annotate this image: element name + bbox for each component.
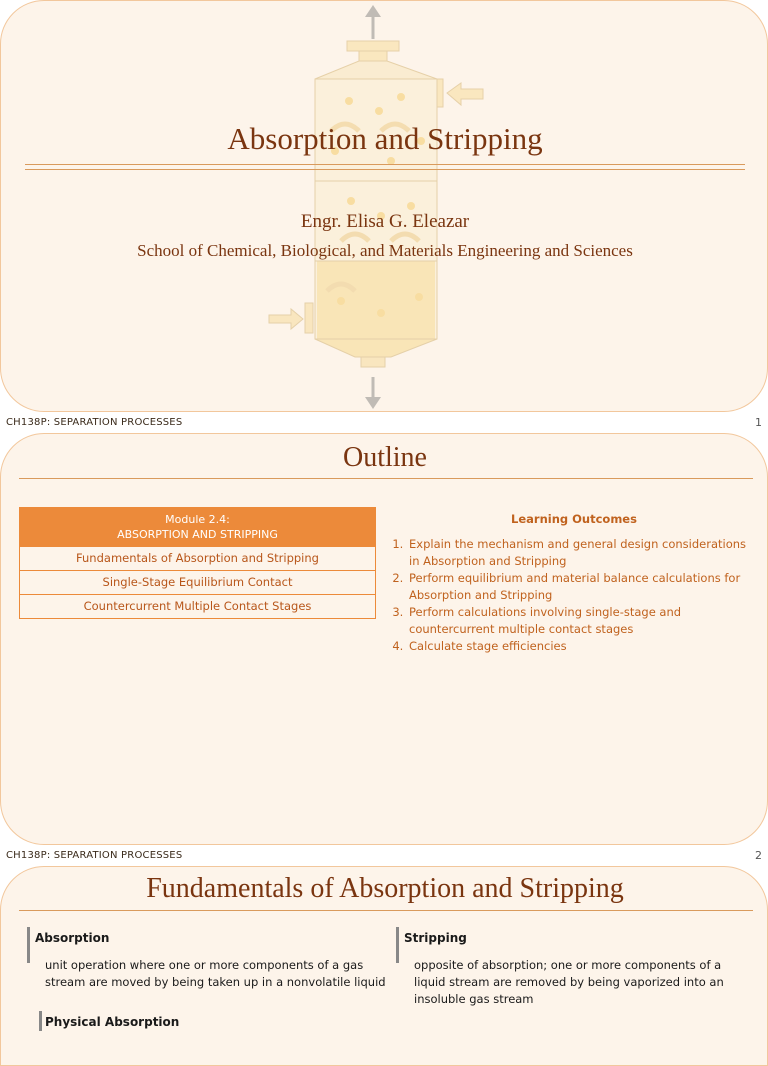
module-header (20, 508, 375, 546)
list-item: 1. Explain the mechanism and general design considerations in Absorption and Stripping (407, 536, 759, 570)
list-item: 4. Calculate stage efficiencies (407, 638, 759, 655)
page-number: 2 (755, 849, 762, 862)
slide-title: Outline (343, 442, 427, 473)
title-divider-secondary (25, 169, 745, 170)
absorption-heading: Absorption (35, 931, 110, 945)
slide-3 (0, 866, 768, 1066)
slide-2-footer (0, 846, 768, 866)
school-name: School of Chemical, Biological, and Materials Engineering and Sciences (137, 241, 633, 260)
stripping-heading: Stripping (404, 931, 467, 945)
module-title: ABSORPTION AND STRIPPING (117, 528, 278, 541)
stripping-text (414, 957, 724, 1008)
module-table (19, 507, 376, 619)
learning-outcomes (389, 512, 759, 655)
title-divider (19, 478, 753, 479)
learning-outcomes-title: Learning Outcomes (511, 512, 637, 526)
section-bar (27, 927, 30, 963)
list-item: 3. Perform calculations involving single-stage and countercurrent multiple contact stages (407, 604, 759, 638)
physical-absorption-heading: Physical Absorption (45, 1015, 180, 1029)
learning-outcomes-list (389, 536, 759, 655)
slide-2 (0, 433, 768, 845)
absorption-text (45, 957, 386, 991)
list-item: 2. Perform equilibrium and material balance calculations for Absorption and Stripping (407, 570, 759, 604)
module-number: Module 2.4: (165, 513, 230, 526)
course-label: CH138P: SEPARATION PROCESSES (6, 850, 183, 861)
course-label: CH138P: SEPARATION PROCESSES (6, 417, 183, 428)
section-bar (39, 1011, 42, 1031)
text-line: unit operation where one or more components of a gas (45, 958, 364, 972)
text-line: stream are moved by being taken up in a nonvolatile liquid (45, 975, 386, 989)
slide-title: Fundamentals of Absorption and Stripping (146, 873, 624, 904)
module-topic: Countercurrent Multiple Contact Stages (20, 594, 375, 618)
section-bar (396, 927, 399, 963)
page-number: 1 (755, 416, 762, 429)
slide-1-footer (0, 413, 768, 433)
title-divider (25, 164, 745, 165)
text-line: liquid stream are removed by being vaporized into an (414, 975, 724, 989)
title-divider (19, 910, 753, 911)
author-name: Engr. Elisa G. Eleazar (300, 211, 470, 232)
module-topic: Fundamentals of Absorption and Stripping (20, 546, 375, 570)
module-topic: Single-Stage Equilibrium Contact (20, 570, 375, 594)
slide-1 (0, 0, 768, 412)
text-line: insoluble gas stream (414, 992, 534, 1006)
slide-title: Absorption and Stripping (227, 121, 543, 156)
text-line: opposite of absorption; one or more components of a (414, 958, 722, 972)
absorption-tower-illustration (231, 1, 531, 412)
